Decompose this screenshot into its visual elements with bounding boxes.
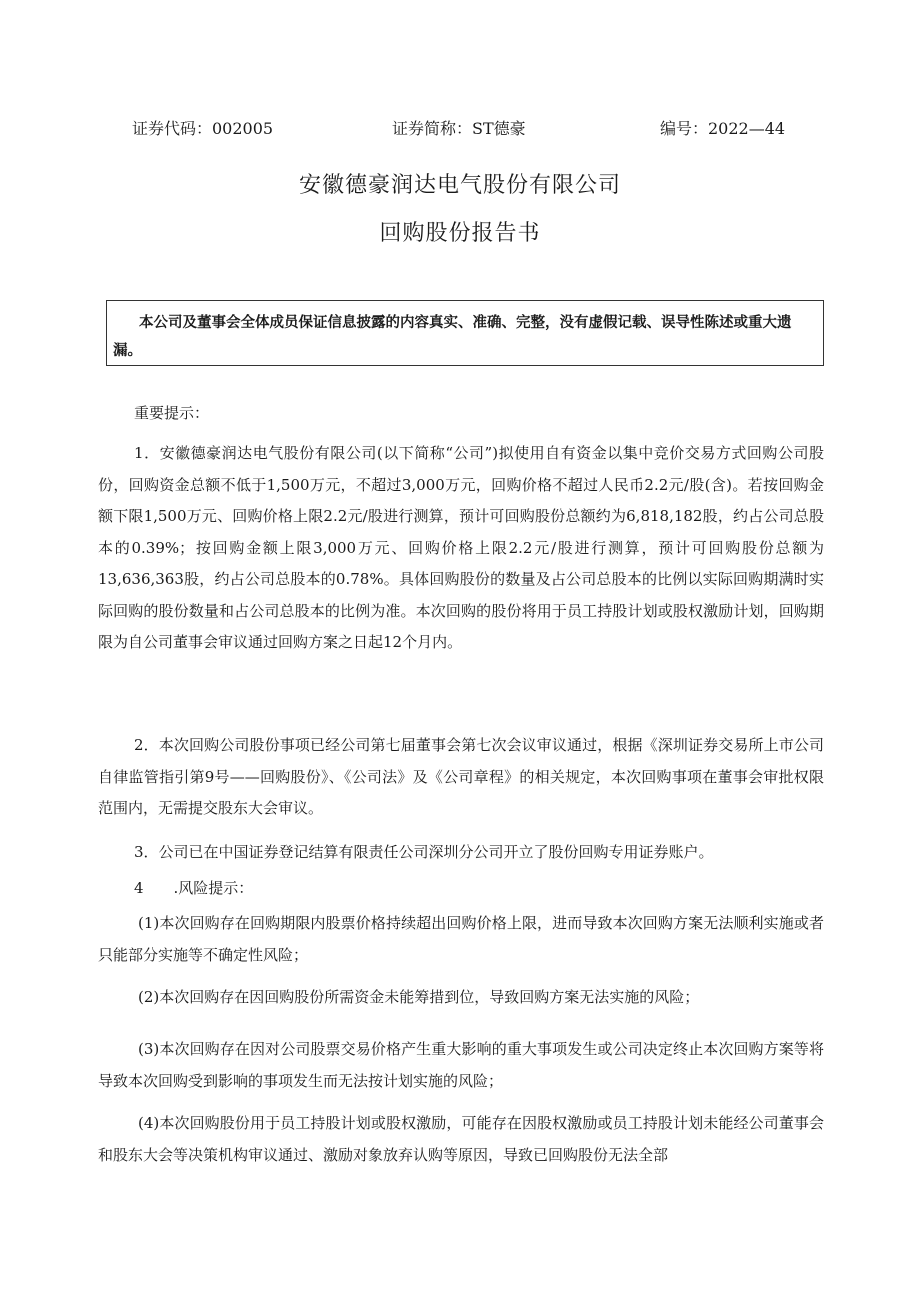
disclosure-notice-box (106, 300, 824, 366)
tip-item-2 (98, 730, 824, 825)
tip-item-3-text: 3．公司已在中国证券登记结算有限责任公司深圳分公司开立了股份回购专用证券账户。 (134, 843, 714, 861)
stock-abbreviation: 证券简称：ST德豪 (392, 119, 526, 138)
tip-item-1-text: 1．安徽德豪润达电气股份有限公司(以下简称“公司”)拟使用自有资金以集中竞价交易方式回购公司股份，回购资金总额不低于1,500万元，不超过3,000万元，回购价格不超过人民币2.2元/股(含)。若按回购金额下限1,500万元、回购价格上限2.2元/股进行测算，预计可回购股份总额约为6,818,182股，约占公司总股本的0.39%；按回购金额上限3,000万元、回购价格上限2.2元/股进行测算，预计可回购股份总额为13,636,363股，约占公司总股本的0.78%。具体回购股份的数量及占公司总股本的比例以实际回购期满时实际回购的股份数量和占公司总股本的比例为准。本次回购的股份将用于员工持股计划或股权激励计划，回购期限为自公司董事会审议通过回购方案之日起12个月内。 (98, 444, 824, 651)
risk-item-1 (98, 908, 824, 971)
document-number: 编号：2022—44 (660, 119, 786, 138)
risk-item-4 (98, 1108, 824, 1171)
tip-item-4-text: 4 .风险提示： (134, 879, 254, 897)
risk-item-3-text: (3)本次回购存在因对公司股票交易价格产生重大影响的重大事项发生或公司决定终止本次回购方案等将导致本次回购受到影响的事项发生而无法按计划实施的风险； (98, 1040, 824, 1090)
report-title: 回购股份报告书 (379, 221, 541, 246)
risk-item-2 (98, 982, 824, 1014)
important-tips-heading-text: 重要提示： (134, 404, 210, 422)
risk-item-4-text: (4)本次回购股份用于员工持股计划或股权激励，可能存在因股权激励或员工持股计划未能经公司董事会和股东大会等决策机构审议通过、激励对象放弃认购等原因，导致已回购股份无法全部 (98, 1114, 824, 1164)
disclosure-notice-text: 本公司及董事会全体成员保证信息披露的内容真实、准确、完整，没有虚假记载、误导性陈述或重大遗漏。 (113, 315, 792, 359)
risk-item-1-text: (1)本次回购存在回购期限内股票价格持续超出回购价格上限，进而导致本次回购方案无法顺利实施或者只能部分实施等不确定性风险； (98, 914, 824, 964)
tip-item-1 (98, 438, 824, 659)
tip-item-3 (98, 837, 824, 869)
risk-item-2-text: (2)本次回购存在因回购股份所需资金未能筹措到位，导致回购方案无法实施的风险； (138, 988, 700, 1006)
important-tips-heading (98, 398, 824, 430)
tip-item-4 (98, 873, 824, 905)
stock-code: 证券代码：002005 (132, 119, 274, 138)
risk-item-3 (98, 1034, 824, 1097)
document-header (0, 116, 920, 140)
company-name-title: 安徽德豪润达电气股份有限公司 (298, 173, 621, 198)
tip-item-2-text: 2．本次回购公司股份事项已经公司第七届董事会第七次会议审议通过，根据《深圳证券交易所上市公司自律监管指引第9号——回购股份》、《公司法》及《公司章程》的相关规定，本次回购事项在董事会审批权限范围内，无需提交股东大会审议。 (98, 736, 824, 817)
